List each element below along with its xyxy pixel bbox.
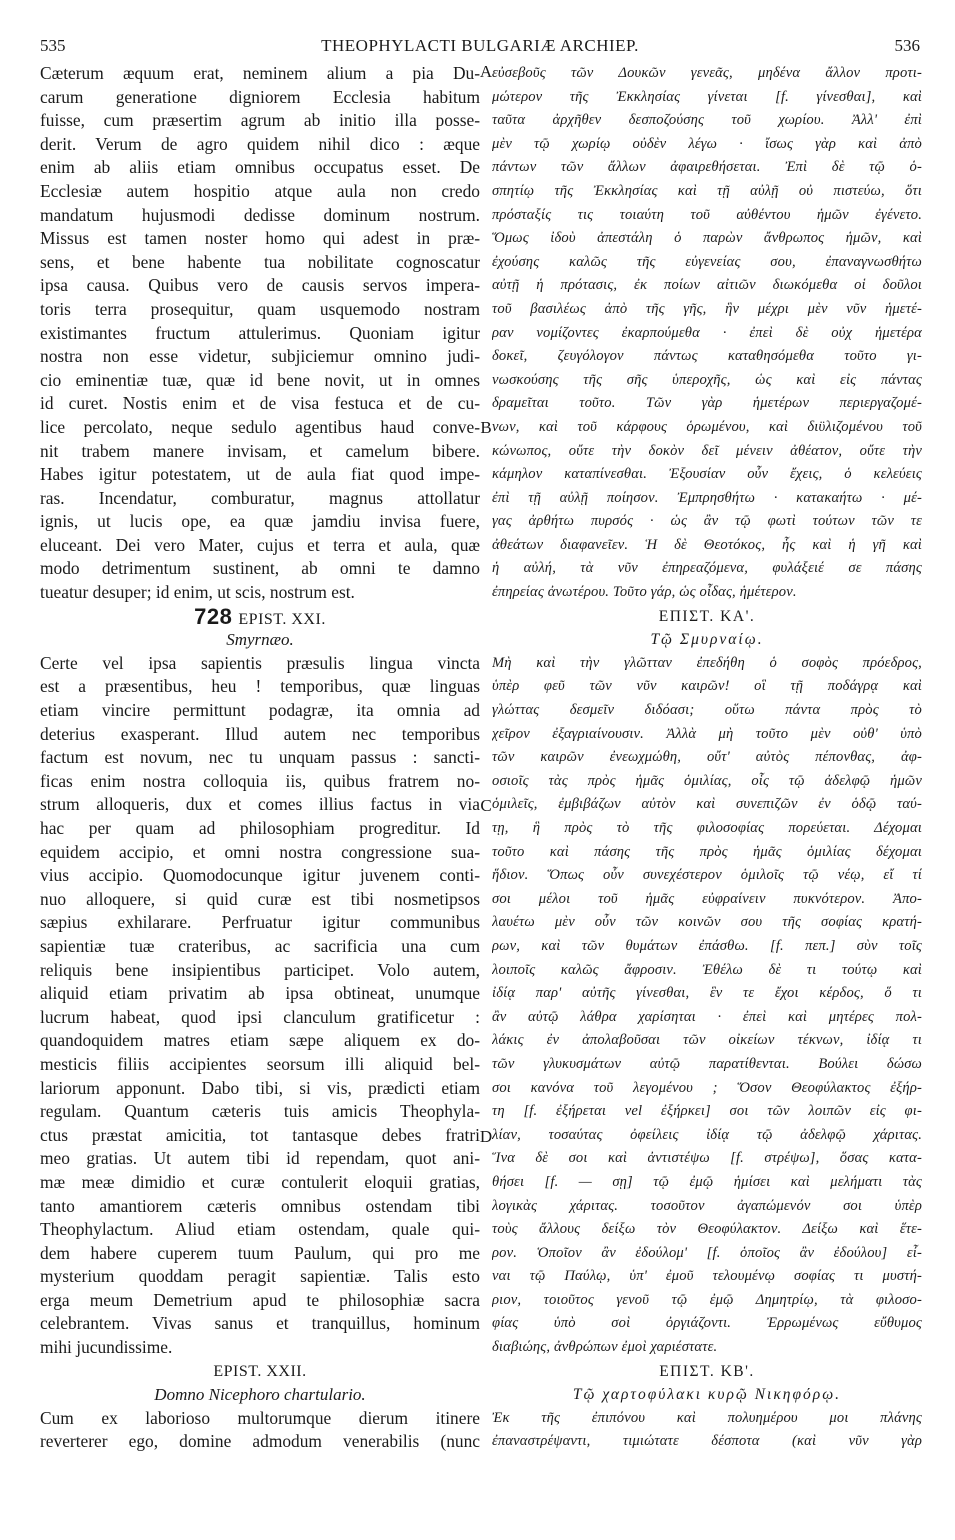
latin-text-line — [40, 675, 480, 699]
epistle-address — [40, 628, 480, 652]
line-text: τῶν γλυκυσμάτων αὐτῷ παρατίθενται. Βούλει δώσω — [492, 1055, 922, 1072]
latin-text-line — [40, 699, 480, 723]
greek-text-line — [492, 274, 922, 298]
line-text: τοὺς ἄλλους δείξω τὸν Θεοφύλακτον. Δείξω καὶ ἕτε- — [492, 1221, 922, 1238]
latin-text-line — [40, 581, 480, 605]
line-text: σοι μέλοι τοῦ ἡμᾶς εὐφραίνειν πυκνότερον. Ἀπο- — [492, 890, 922, 907]
line-text: λογικὰς χάριτας. τοσοῦτον ἀγαπώμενόν σοι ὑπὲρ — [492, 1197, 922, 1214]
line-text: σοι κανόνα τοῦ λεγομένου ; Ὅσον Θεοφύλακτος ἐξήρ- — [492, 1079, 922, 1096]
greek-text-line — [492, 109, 922, 133]
greek-text-line — [492, 699, 922, 723]
line-text: ναι τῷ Παύλῳ, ὑπ' ἐμοῦ τελουμένῳ σοφίας τι μυστή- — [492, 1268, 922, 1285]
latin-text-line — [40, 510, 480, 534]
line-text: sæpius exhilarare. Perfruatur igitur communibus — [40, 912, 480, 933]
latin-text-line — [40, 1312, 480, 1336]
latin-text-line — [40, 1006, 480, 1030]
line-text: cio eminentiæ tuæ, quæ id bene novit, ut in omnes — [40, 369, 480, 390]
line-text: Habes igitur potestatem, ut de aula fiat quod impe- — [40, 464, 480, 485]
line-text: ἐπηρείας ἀνωτέρου. Τοῦτο γάρ, ὡς οἶδας, ἡμέτερον. — [492, 584, 797, 601]
line-text: πάντων τῶν ἄλλων ἀφαιρεθήσεται. Ἐπὶ δὲ τῷ ὁ- — [492, 159, 922, 176]
greek-text-line — [492, 911, 922, 935]
line-text: Theophylactum. Aliud etiam ostendam, quale qui- — [40, 1219, 480, 1240]
latin-text-line — [40, 1147, 480, 1171]
line-text: carum generatione digniorem Ecclesia habitum — [40, 86, 480, 107]
epistle-heading — [40, 1360, 480, 1384]
line-text: modo detrimentum sustinent, ab omni te damno — [40, 558, 480, 579]
line-text: ρων, καὶ τῶν θυμάτων ἐπάσθω. [f. πεπ.] σὺν τοῖς — [492, 937, 922, 954]
latin-text-line — [40, 298, 480, 322]
line-text: λάκις ἐν ἀπολαβοῦσαι τῶν οἰκείων τέκνων, ἰδίᾳ τι — [492, 1032, 922, 1049]
latin-text-line — [40, 793, 480, 817]
line-text: sens, et bene habente tua nobilitate cognoscatur — [40, 251, 480, 272]
line-text: ταῦτα ἀρχῆθεν δεσποζούσης τοῦ χωρίου. Ἀλλ' ἐπὶ — [492, 112, 922, 129]
greek-text-line — [492, 959, 922, 983]
epistle-heading — [40, 605, 480, 629]
line-text: etiam vincire permittunt podagræ, ita omnia ad — [40, 700, 480, 721]
line-text: nit trabem manere invisam, et camelum bibere. — [40, 440, 480, 461]
line-text: λίαν, τοσαύτας ὀφείλεις ἰδίᾳ τῷ ἀδελφῷ χάριτας. — [492, 1126, 922, 1143]
line-text: τῶν καιρῶν ἐνεωχμώθη, οὔτ' αὐτὸς πέπονθας, ἀφ- — [492, 749, 922, 766]
line-text: toris terra prosequitur, quam usquemodo nostram — [40, 298, 480, 319]
line-text: eluceant. Dei vero Mater, cujus et terra et aula, quæ — [40, 534, 480, 555]
greek-text-line — [492, 982, 922, 1006]
greek-text-line — [492, 864, 922, 888]
line-text: tueatur desuper; id enim, ut scis, nostrum est. — [40, 582, 355, 603]
greek-text-line — [492, 227, 922, 251]
greek-text-line — [492, 675, 922, 699]
latin-text-line — [40, 770, 480, 794]
greek-text-line — [492, 770, 922, 794]
line-text: αὐτῇ ἡ πρότασις, ἐκ ποίων αἰτιῶν διωκόμεθα οἱ δοῦλοι — [492, 277, 922, 294]
line-text: ἀθεάτων διαφανεῖεν. Ἡ δὲ Θεοτόκος, ἧς καὶ ἡ γῆ καὶ — [492, 536, 922, 553]
line-text: ignis, ut lucis ope, ea quæ jamdiu invisa fuere, — [40, 511, 480, 532]
epistle-address — [492, 1383, 922, 1407]
line-text: μὲν τῷ χωρίῳ οὐδὲν λέγω · ἴσως γὰρ καὶ ἀπὸ — [492, 135, 922, 152]
latin-text-line — [40, 322, 480, 346]
latin-text-line — [40, 1053, 480, 1077]
greek-text-line — [492, 1430, 922, 1454]
line-text: mihi jucundissime. — [40, 1337, 173, 1358]
greek-text-line — [492, 746, 922, 770]
greek-text-line — [492, 1195, 922, 1219]
line-text: derit. Verum de agro quidem nihil dico : æque — [40, 133, 480, 154]
line-text: Ecclesiæ autem hospitio atque aula non credo — [40, 180, 480, 201]
greek-text-line — [492, 1077, 922, 1101]
line-text: κάμηλον καταπίνεσθαι. Ἐξουσίαν οὖν ἔχεις, ὁ κελεύεις — [492, 466, 922, 483]
latin-text-line — [40, 1336, 480, 1360]
line-text: ctus præstat amicitia, tot tantasque debes fratri — [40, 1124, 480, 1145]
line-text: φίας ὑπὸ σοὶ ὀργιάζοντι. Ἐρρωμένως εὔθυμος — [492, 1315, 922, 1332]
greek-text-line — [492, 1100, 922, 1124]
line-text: εὐσεβοῦς τῶν Δουκῶν γενεᾶς, μηδένα ἄλλον προτι- — [492, 65, 922, 81]
line-text: ἰδίᾳ παρ' αὐτῆς γίνεσθαι, ἓν τε ἔχοι κέρδος, ὅ τι — [492, 985, 922, 1002]
greek-text-line — [492, 322, 922, 346]
line-text: regulam. Quantum cæteris tuis amicis Theophyla- — [40, 1101, 480, 1122]
line-text: est a præsentibus, heu ! temporibus, quæ linguas — [40, 676, 480, 697]
line-text: erga meum Demetrium apud te philosophiæ sacra — [40, 1289, 480, 1310]
line-text: πρόσταξίς τις τοιαύτη τοῦ αὐθέντου ἡμῶν ἐγένετο. — [492, 206, 922, 223]
greek-text-line — [492, 1029, 922, 1053]
greek-text-line — [492, 1006, 922, 1030]
line-text: existimantes fructum attulerimus. Quoniam igitur — [40, 322, 480, 343]
line-text: Ὅμως ἰδοὺ ἀπεστάλη ὁ παρὼν ἄνθρωπος ἡμῶν, καὶ — [492, 230, 922, 247]
line-text: ipsa causa. Quibus vero de causis servos impera- — [40, 275, 480, 296]
line-text: mysterium quoddam peragit sapientiæ. Talis esto — [40, 1266, 480, 1287]
line-text: mesticis filiis accipientes seorsum illi aliquid bel- — [40, 1053, 480, 1074]
line-text: ραν νομίζοντες ἐκαρπούμεθα · ἐπεὶ δὲ οὐχ ἡμετέρα — [492, 324, 922, 341]
line-text: τῃ, ἣ πρὸς τὸ τῆς φιλοσοφίας πορεύεται. Δέχομαι — [492, 820, 922, 836]
greek-text-line — [492, 723, 922, 747]
line-text: meo gratias. Ut autem tibi id rependam, quot ani- — [40, 1148, 480, 1169]
line-text: Τῷ χαρτοφύλακι κυρῷ Νικηφόρῳ. — [572, 1386, 842, 1404]
line-text: νωσκούσης τῆς σῆς ὑπεροχῆς, ὡς καὶ εἰς πάντας — [492, 371, 922, 388]
line-text: dem habere cuperem tuum Paulum, qui pro me — [40, 1242, 480, 1263]
running-header — [40, 36, 920, 60]
latin-text-line — [40, 888, 480, 912]
margin-marker-d: D — [479, 1127, 493, 1146]
latin-text-line — [40, 133, 480, 157]
greek-text-line — [492, 369, 922, 393]
latin-text-line — [40, 487, 480, 511]
latin-text-line — [40, 1407, 480, 1431]
line-text: ras. Incendatur, comburatur, magnus attollatur — [40, 487, 480, 508]
latin-text-line — [40, 1289, 480, 1313]
line-text: lucrum habeat, quod ipsi clanculum gratificetur : — [40, 1006, 480, 1027]
line-text: Smyrnæo. — [226, 630, 294, 650]
line-text: mandatum hujusmodi dedisse dominum nostrum. — [40, 204, 480, 225]
line-text: δραμεῖται τοῦτο. Τῶν γὰρ ἡμετέρων περιεργαζομέ- — [492, 395, 922, 412]
greek-text-line — [492, 510, 922, 534]
greek-text-line — [492, 534, 922, 558]
latin-text-line — [40, 369, 480, 393]
line-text: reliquis bene insipientibus participet. Volo autem, — [40, 959, 480, 980]
line-text: reverterer ego, domine admodum venerabilis (nunc — [40, 1431, 480, 1452]
greek-text-line — [492, 463, 922, 487]
epistle-heading — [492, 605, 922, 629]
latin-text-line — [40, 156, 480, 180]
latin-text-line — [40, 723, 480, 747]
greek-text-line — [492, 1336, 922, 1360]
greek-text-line — [492, 1312, 922, 1336]
line-text: ἐπὶ τῇ αὐλῇ ποίησον. Ἐμπρησθήτω · κατακαήτω · μέ- — [492, 489, 922, 506]
line-text: tanto amantiorem cæteris omnibus ostendam tibi — [40, 1195, 480, 1216]
latin-text-line — [40, 817, 480, 841]
latin-text-line — [40, 1029, 480, 1053]
line-text: ὁμιλεῖς, ἐμβιβάζων αὐτὸν καὶ συνεπιζῶν ἐν ὁδῷ ταύ- — [492, 796, 922, 813]
greek-text-line — [492, 1407, 922, 1431]
line-text: EPIST. XXII. — [213, 1362, 307, 1380]
line-text: equidem accipio, et omni nostra congressione sua- — [40, 841, 480, 862]
greek-text-line — [492, 1053, 922, 1077]
latin-text-line — [40, 1171, 480, 1195]
latin-text-line — [40, 204, 480, 228]
line-text: οσιοῖς τὰς πρὸς ἡμᾶς ὁμιλίας, οἷς τῷ ἀδελφῷ ἡμῶν — [492, 772, 922, 789]
line-text: enim ab aliis etiam omnibus occupatus esset. De — [40, 157, 480, 178]
line-text: δοκεῖ, ζευγόλογον πάντως καταθησόμεθα τοῦτο γι- — [492, 348, 922, 365]
line-text: EPIST. XXI. — [238, 610, 326, 628]
line-text: lariorum apponunt. Dabo tibi, si vis, prædicti etiam — [40, 1077, 480, 1098]
greek-text-line — [492, 557, 922, 581]
line-text: ΕΠΙΣΤ. ΚΒ'. — [659, 1362, 755, 1380]
latin-column — [40, 62, 480, 1454]
line-text: γλώττας δεσμεῖν διδόασι; οὕτω πάντα πρὸς τὸ — [492, 702, 922, 719]
line-text: γας ἀρθήτω πυρσός · ὡς ἂν τῷ φωτὶ τούτων τῶν τε — [492, 513, 922, 530]
line-text: Domno Nicephoro chartulario. — [154, 1385, 366, 1405]
line-text: quandoquidem matres etiam sæpe aliquem ex do- — [40, 1030, 480, 1051]
column-number: 728 — [194, 604, 233, 629]
line-text: fuisse, cum præsertim agrum ab initio illa posse- — [40, 110, 480, 131]
line-text: Ἐκ τῆς ἐπιπόνου καὶ πολυημέρου μοι πλάνης — [492, 1409, 922, 1426]
line-text: factum est novum, nec tu unquam passus : sancti- — [40, 747, 480, 768]
line-text: aliquid etiam privatim ab ipsa obtineat, unumque — [40, 983, 480, 1004]
greek-text-line — [492, 345, 922, 369]
latin-text-line — [40, 959, 480, 983]
greek-text-line — [492, 156, 922, 180]
latin-text-line — [40, 652, 480, 676]
greek-text-line — [492, 652, 922, 676]
line-text: Μὴ καὶ τὴν γλῶτταν ἐπεδήθη ὁ σοφὸς πρόεδρος, — [492, 654, 922, 671]
epistle-address — [492, 628, 922, 652]
greek-text-line — [492, 1242, 922, 1266]
latin-text-line — [40, 62, 480, 86]
greek-text-line — [492, 298, 922, 322]
latin-text-line — [40, 416, 480, 440]
line-text: χεῖρον ἐξαγριαίνουσιν. Ἀλλὰ μὴ τοῦτο μὲν οὐθ' ὑπὸ — [492, 725, 922, 742]
line-text: ὑπὲρ φεῦ τῶν νῦν καιρῶν! οἳ τῇ ποδάγρᾳ καὶ — [492, 678, 922, 695]
greek-text-line — [492, 1124, 922, 1148]
latin-text-line — [40, 345, 480, 369]
greek-text-line — [492, 251, 922, 275]
greek-text-line — [492, 793, 922, 817]
latin-text-line — [40, 1124, 480, 1148]
line-text: ριον, τοιοῦτος γενοῦ τῷ ἐμῷ Δημητρίῳ, τὰ φιλοσο- — [492, 1291, 922, 1308]
greek-text-line — [492, 204, 922, 228]
latin-text-line — [40, 864, 480, 888]
line-text: διαβιώης, ἀνθρώπων ἐμοὶ χαριέστατε. — [492, 1339, 718, 1356]
left-page-number: 535 — [40, 36, 66, 55]
line-text: σπητίῳ τῆς Ἐκκλησίας καὶ τῇ αὐλῇ οὐ πιστεύω, ὅτι — [492, 182, 922, 199]
greek-text-line — [492, 1147, 922, 1171]
epistle-address — [40, 1383, 480, 1407]
line-text: Cum ex laborioso multorumque dierum itinere — [40, 1407, 480, 1428]
line-text: mæ meæ dimidio et curæ contulerit eloquii gratias, — [40, 1171, 480, 1192]
latin-text-line — [40, 440, 480, 464]
latin-text-line — [40, 557, 480, 581]
line-text: νων, καὶ τοῦ κάρφους ὁρωμένου, καὶ διϋλιζομένου τοῦ — [492, 418, 922, 435]
greek-text-line — [492, 1218, 922, 1242]
line-text: ficas enim nostra colloquia iis, quibus fratrem no- — [40, 770, 480, 791]
line-text: κώνωπος, οὔτε τὴν δοκὸν δεῖ μένειν ἀθέατον, οὔτε τὴν — [492, 442, 922, 459]
latin-text-line — [40, 1218, 480, 1242]
greek-text-line — [492, 86, 922, 110]
latin-text-line — [40, 251, 480, 275]
latin-text-line — [40, 911, 480, 935]
line-text: θήσει [f. — σῃ] τῷ ἐμῷ ἡμίσει καὶ μελήματι τὰς — [492, 1173, 922, 1190]
line-text: nostra non esse videtur, subjiciemur omnino judi- — [40, 346, 480, 367]
greek-text-line — [492, 392, 922, 416]
latin-text-line — [40, 274, 480, 298]
line-text: strum alloqueris, dux et comes illius factus in via — [40, 794, 480, 815]
line-text: Cæterum æquum erat, neminem alium a pia Du- — [40, 63, 480, 83]
line-text: sapientiæ tuæ crateribus, ac sacrificia una cum — [40, 935, 480, 956]
greek-text-line — [492, 416, 922, 440]
line-text: celebrantem. Vivas sanus et tranquillus, hominum — [40, 1313, 480, 1334]
greek-text-line — [492, 180, 922, 204]
line-text: hac per quam ad philosophiam progreditur. Id — [40, 818, 480, 838]
line-text: vius accipio. Quomodocunque igitur juvenem conti- — [40, 865, 480, 886]
line-text: Missus est tamen noster homo qui adest in præ- — [40, 228, 480, 249]
line-text: deterius exasperant. Illud autem nec temporibus — [40, 723, 480, 744]
line-text: ἐχούσης καλῶς τῆς εὐγενείας σου, ἐπαναγνωσθήτω — [492, 253, 922, 270]
latin-text-line — [40, 1430, 480, 1454]
line-text: Ἵνα δὲ σοι καὶ ἀντιστέψω [f. στρέψω], ὅσας κατα- — [492, 1150, 922, 1167]
greek-text-line — [492, 440, 922, 464]
latin-text-line — [40, 1265, 480, 1289]
line-text: λοιποῖς καλῶς ἄφροσιν. Ἐθέλω δὲ τι τούτῳ καὶ — [492, 961, 922, 978]
latin-text-line — [40, 1242, 480, 1266]
latin-text-line — [40, 746, 480, 770]
latin-text-line — [40, 1100, 480, 1124]
margin-marker-c: C — [480, 796, 492, 815]
greek-text-line — [492, 817, 922, 841]
latin-text-line — [40, 109, 480, 133]
right-page-number: 536 — [894, 36, 920, 55]
line-text: ρον. Ὁποῖον ἂν ἐδούλομ' [f. ὁποῖος ἂν ἐδούλου] εἶ- — [492, 1244, 922, 1261]
greek-text-line — [492, 841, 922, 865]
latin-text-line — [40, 392, 480, 416]
line-text: λαυέτω μὲν οὖν τῶν κοινῶν σου τῆς σοφίας κρατή- — [492, 914, 922, 931]
latin-text-line — [40, 463, 480, 487]
margin-marker-a: A — [479, 62, 493, 81]
latin-text-line — [40, 86, 480, 110]
greek-text-line — [492, 581, 922, 605]
greek-column — [492, 62, 922, 1454]
epistle-heading — [492, 1360, 922, 1384]
latin-text-line — [40, 935, 480, 959]
line-text: τοῦτο καὶ πάσης τῆς πρὸς ἡμᾶς ὁμιλίας δέχομαι — [492, 843, 922, 860]
line-text: ἥδιον. Ὅπως οὖν συνεχέστερον ὁμιλοῖς τῷ νέῳ, εἴ τί — [492, 867, 922, 884]
line-text: ἡ αὐλή, τὰ νῦν ἐπηρεαζόμενα, φυλάξειέ σε πάσης — [492, 560, 922, 577]
greek-text-line — [492, 935, 922, 959]
line-text: μώτερον τῆς Ἐκκλησίας γίνεται [f. γίνεσθαι], καὶ — [492, 88, 922, 105]
latin-text-line — [40, 180, 480, 204]
line-text: lice percolato, neque sedulo agentibus haud conve- — [40, 416, 480, 437]
latin-text-line — [40, 534, 480, 558]
latin-text-line — [40, 1077, 480, 1101]
line-text: ἐπαναστρέψαντι, τιμιώτατε δέσποτα (καὶ νῦν γὰρ — [492, 1433, 922, 1450]
line-text: ΕΠΙΣΤ. ΚΑ'. — [658, 607, 756, 625]
line-text: Certe vel ipsa sapientis præsulis lingua vincta — [40, 652, 480, 673]
greek-text-line — [492, 1289, 922, 1313]
line-text: ἂν αὐτῷ λάθρα χαρίσηται · ἐπεὶ καὶ μητέρες πολ- — [492, 1008, 922, 1025]
line-text: τοῦ βασιλέως ἀπὸ τῆς γῆς, ἣν μέχρι μὲν νῦν ἡμετέ- — [492, 300, 922, 317]
line-text: Τῷ Σμυρναίῳ. — [650, 631, 764, 649]
line-text: τη [f. ἐξήρεται vel ἐξήρκει] σοι τῶν λοιπῶν εἰς φι- — [492, 1103, 922, 1120]
latin-text-line — [40, 227, 480, 251]
line-text: nuo alloquere, si quid curæ est tibi nosmetipsos — [40, 888, 480, 909]
latin-text-line — [40, 841, 480, 865]
greek-text-line — [492, 1265, 922, 1289]
greek-text-line — [492, 1171, 922, 1195]
latin-text-line — [40, 1195, 480, 1219]
greek-text-line — [492, 888, 922, 912]
line-text: id curet. Nostis enim et de visa festuca et de cu- — [40, 393, 480, 414]
running-title: THEOPHYLACTI BULGARIÆ ARCHIEP. — [321, 36, 639, 55]
latin-text-line — [40, 982, 480, 1006]
greek-text-line — [492, 487, 922, 511]
greek-text-line — [492, 133, 922, 157]
greek-text-line — [492, 62, 922, 86]
margin-marker-b: B — [480, 418, 492, 437]
